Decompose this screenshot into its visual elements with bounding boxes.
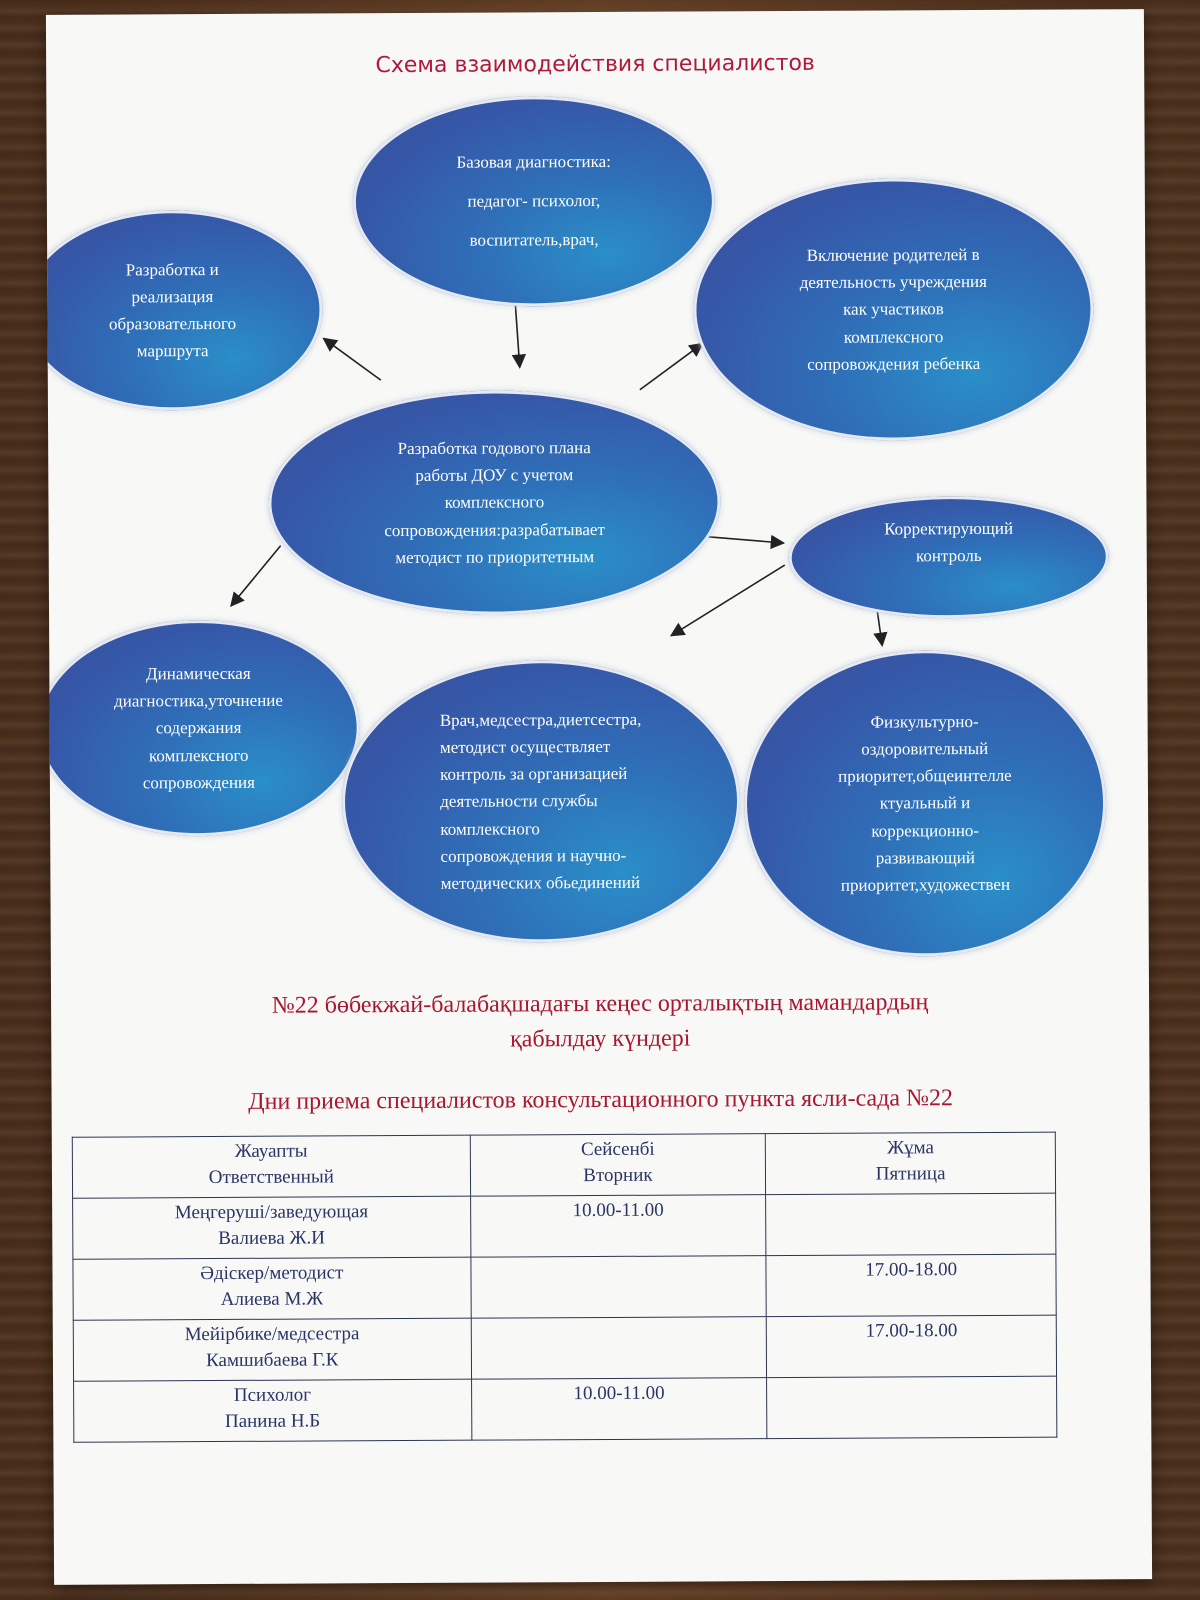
node-annual-plan-text: Разработка годового плана работы ДОУ с учетом комплексного сопровождения:разрабатывает методист по приоритетным [384, 438, 605, 567]
arrow-plan-to-correction [704, 536, 784, 543]
table-header-row [72, 1132, 1055, 1198]
node-correction [788, 495, 1109, 619]
node-dynamic [46, 619, 360, 837]
node-route-text: Разработка и реализация образовательного маршрута [108, 259, 237, 361]
cell-responsible: Психолог Панина Н.Б [74, 1379, 472, 1442]
document-page [46, 9, 1152, 1585]
node-base-diagnostics-text: Базовая диагностика: педагог- психолог, воспитатель,врач, [456, 152, 611, 250]
cell-friday [767, 1376, 1057, 1439]
arrow-plan-to-route [324, 338, 381, 380]
arrow-plan-to-parents [640, 343, 703, 389]
cell-tuesday [471, 1256, 767, 1319]
node-annual-plan [268, 389, 721, 615]
node-doctor [341, 659, 740, 943]
arrow-base-to-plan [515, 305, 519, 367]
header-responsible: Жауапты Ответственный [72, 1135, 470, 1198]
cell-responsible: Меңгеруші/заведующая Валиева Ж.И [73, 1196, 471, 1259]
cell-friday: 17.00-18.00 [767, 1315, 1057, 1378]
node-doctor-text: Врач,медсестра,диетсестра, методист осуществляет контроль за организацией деятельности службы комплексного сопровождения и научно- методических обьединений [439, 709, 642, 893]
cell-responsible: Мейірбике/медсестра Камшибаева Г.К [73, 1318, 471, 1381]
node-dynamic-text: Динамическая диагностика,уточнение содержания комплексного сопровождения [114, 663, 283, 793]
node-parents-text: Включение родителей в деятельность учреждения как участиков комплексного сопровождения ребенка [799, 245, 987, 374]
arrow-correction-to-doctor [671, 565, 785, 636]
header-tuesday: Сейсенбі Вторник [470, 1134, 766, 1197]
cell-friday: 17.00-18.00 [766, 1254, 1056, 1317]
node-route [46, 209, 323, 411]
table-row [74, 1376, 1057, 1442]
cell-friday [766, 1193, 1056, 1256]
table-row [73, 1315, 1056, 1381]
header-friday: Жұма Пятница [766, 1132, 1056, 1195]
node-correction-text: Корректирующий контроль [884, 518, 1014, 566]
table-row [73, 1193, 1056, 1259]
node-priorities [743, 649, 1107, 957]
cell-tuesday: 10.00-11.00 [471, 1378, 767, 1441]
reception-schedule-table [72, 1132, 1058, 1443]
cell-tuesday [471, 1317, 767, 1380]
kz-heading: №22 бөбекжай-балабақшадағы кеңес орталықтың мамандардың қабылдау күндері [271, 989, 929, 1053]
arrow-plan-to-dynamic [231, 546, 281, 606]
diagram-title: Схема взаимодействия специалистов [375, 50, 815, 79]
cell-tuesday: 10.00-11.00 [470, 1195, 766, 1258]
node-parents [693, 177, 1094, 441]
node-priorities-text: Физкультурно- оздоровительный приоритет,общеинтелле ктуальный и коррекционно- развивающий приоритет,художествен [838, 711, 1012, 895]
ru-heading: Дни приема специалистов консультационного пункта ясли-сада №22 [248, 1085, 954, 1115]
node-base-diagnostics [352, 95, 715, 307]
cell-responsible: Әдіскер/методист Алиева М.Ж [73, 1257, 471, 1320]
table-row [73, 1254, 1056, 1320]
